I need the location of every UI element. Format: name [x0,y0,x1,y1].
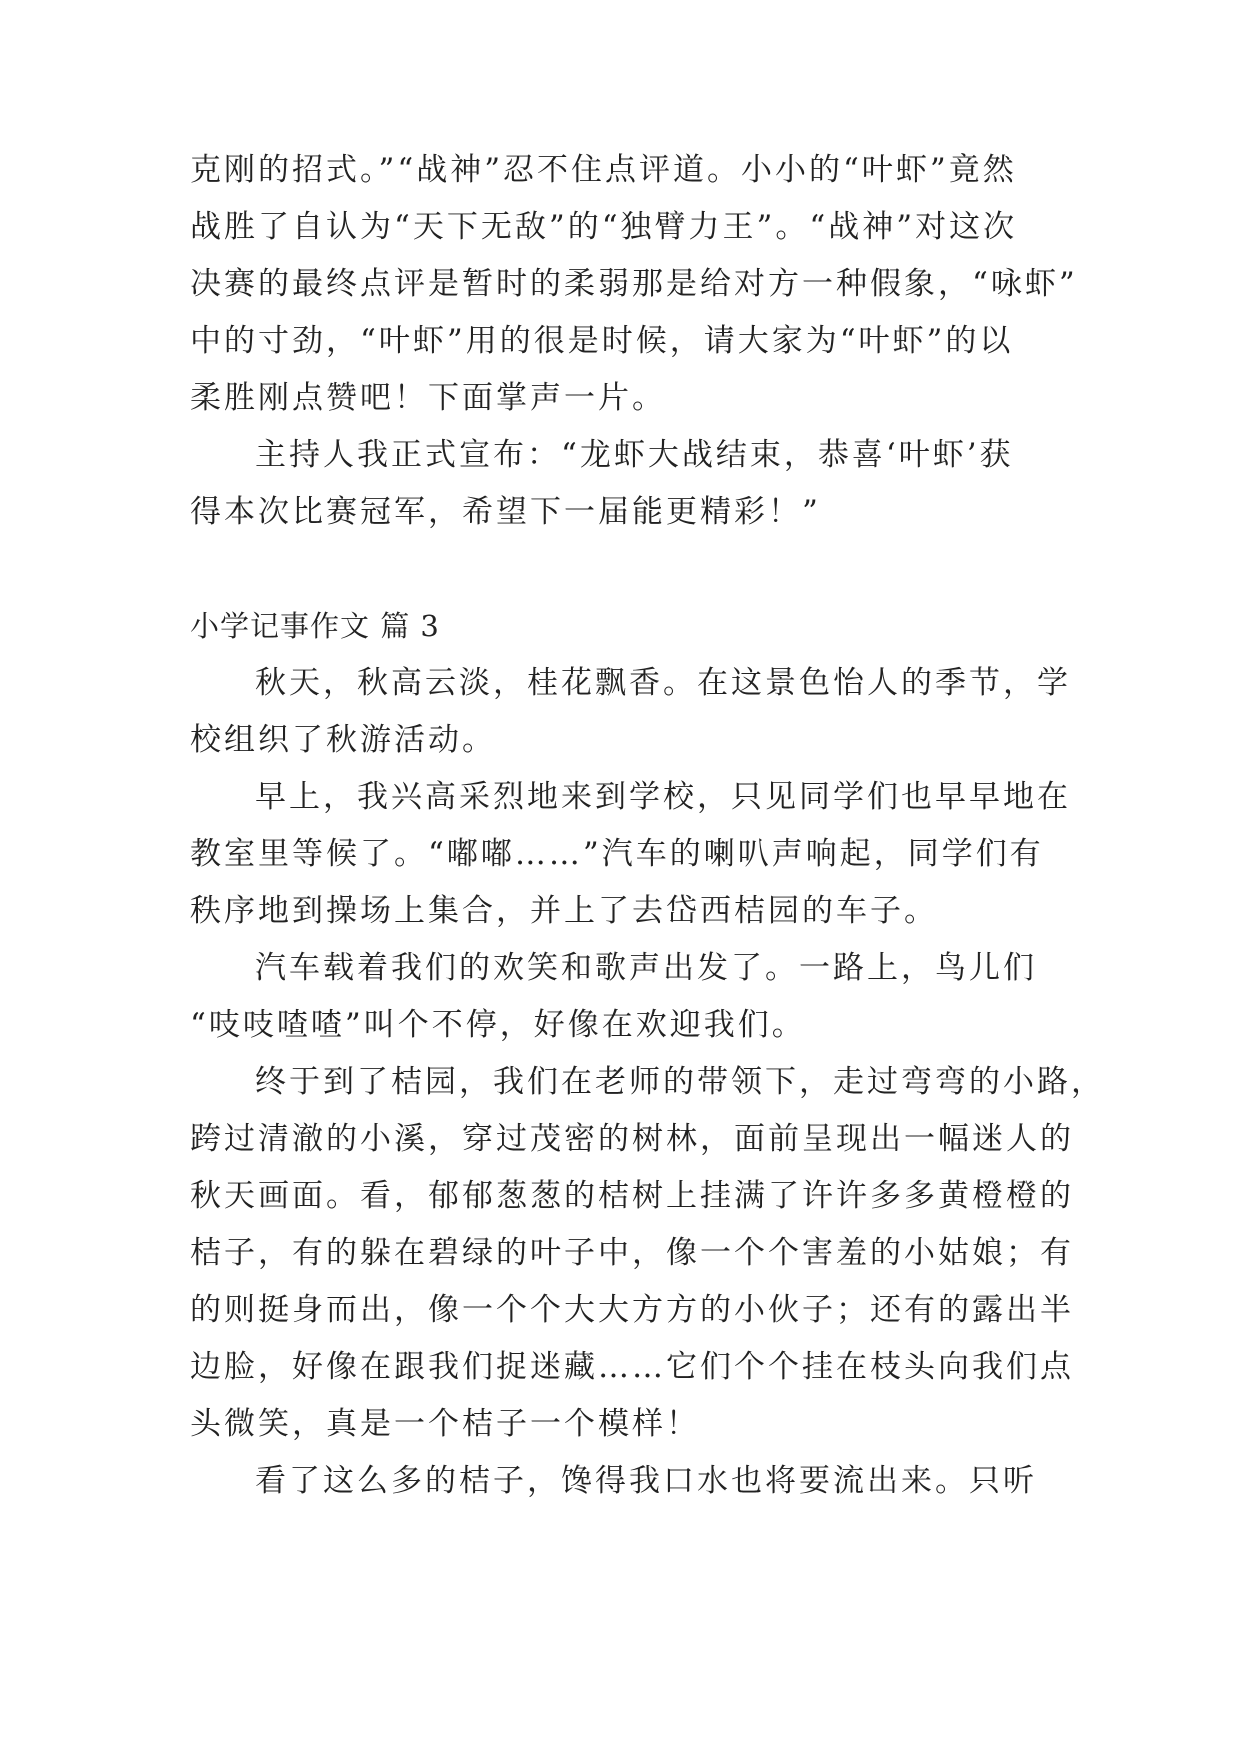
text-line: “吱吱喳喳”叫个不停，好像在欢迎我们。 [190,1007,806,1043]
text-line: 教室里等候了。“嘟嘟……”汽车的喇叭声响起，同学们有 [190,836,1044,872]
text-line: 柔胜刚点赞吧！下面掌声一片。 [190,380,666,416]
text-line: 决赛的最终点评是暂时的柔弱那是给对方一种假象，“咏虾” [190,266,1078,302]
text-line: 终于到了桔园，我们在老师的带领下，走过弯弯的小路， [255,1064,1105,1100]
text-line: 跨过清澈的小溪，穿过茂密的树林，面前呈现出一幅迷人的 [190,1121,1074,1157]
text-line: 的则挺身而出，像一个个大大方方的小伙子；还有的露出半 [190,1292,1074,1328]
text-line: 看了这么多的桔子，馋得我口水也将要流出来。只听 [255,1463,1037,1499]
text-line: 头微笑，真是一个桔子一个模样！ [190,1406,700,1442]
text-line: 桔子，有的躲在碧绿的叶子中，像一个个害羞的小姑娘；有 [190,1235,1074,1271]
text-line: 汽车载着我们的欢笑和歌声出发了。一路上，鸟儿们 [255,950,1037,986]
text-line: 秩序地到操场上集合，并上了去岱西桔园的车子。 [190,893,938,929]
text-line: 秋天，秋高云淡，桂花飘香。在这景色怡人的季节，学 [255,665,1071,701]
text-line: 早上，我兴高采烈地来到学校，只见同学们也早早地在 [255,779,1071,815]
text-line: 战胜了自认为“天下无敌”的“独臂力王”。“战神”对这次 [190,209,1018,245]
text-line: 秋天画面。看，郁郁葱葱的桔树上挂满了许许多多黄橙橙的 [190,1178,1074,1214]
text-line: 边脸，好像在跟我们捉迷藏……它们个个挂在枝头向我们点 [190,1349,1074,1385]
section-heading: 小学记事作文 篇 3 [190,609,440,643]
text-line: 校组织了秋游活动。 [190,722,496,758]
text-line: 中的寸劲，“叶虾”用的很是时候，请大家为“叶虾”的以 [190,323,1014,359]
text-line: 得本次比赛冠军，希望下一届能更精彩！” [190,494,821,530]
text-line: 克刚的招式。”“战神”忍不住点评道。小小的“叶虾”竟然 [190,152,1017,188]
text-line: 主持人我正式宣布：“龙虾大战结束，恭喜‘叶虾’获 [255,437,1014,473]
